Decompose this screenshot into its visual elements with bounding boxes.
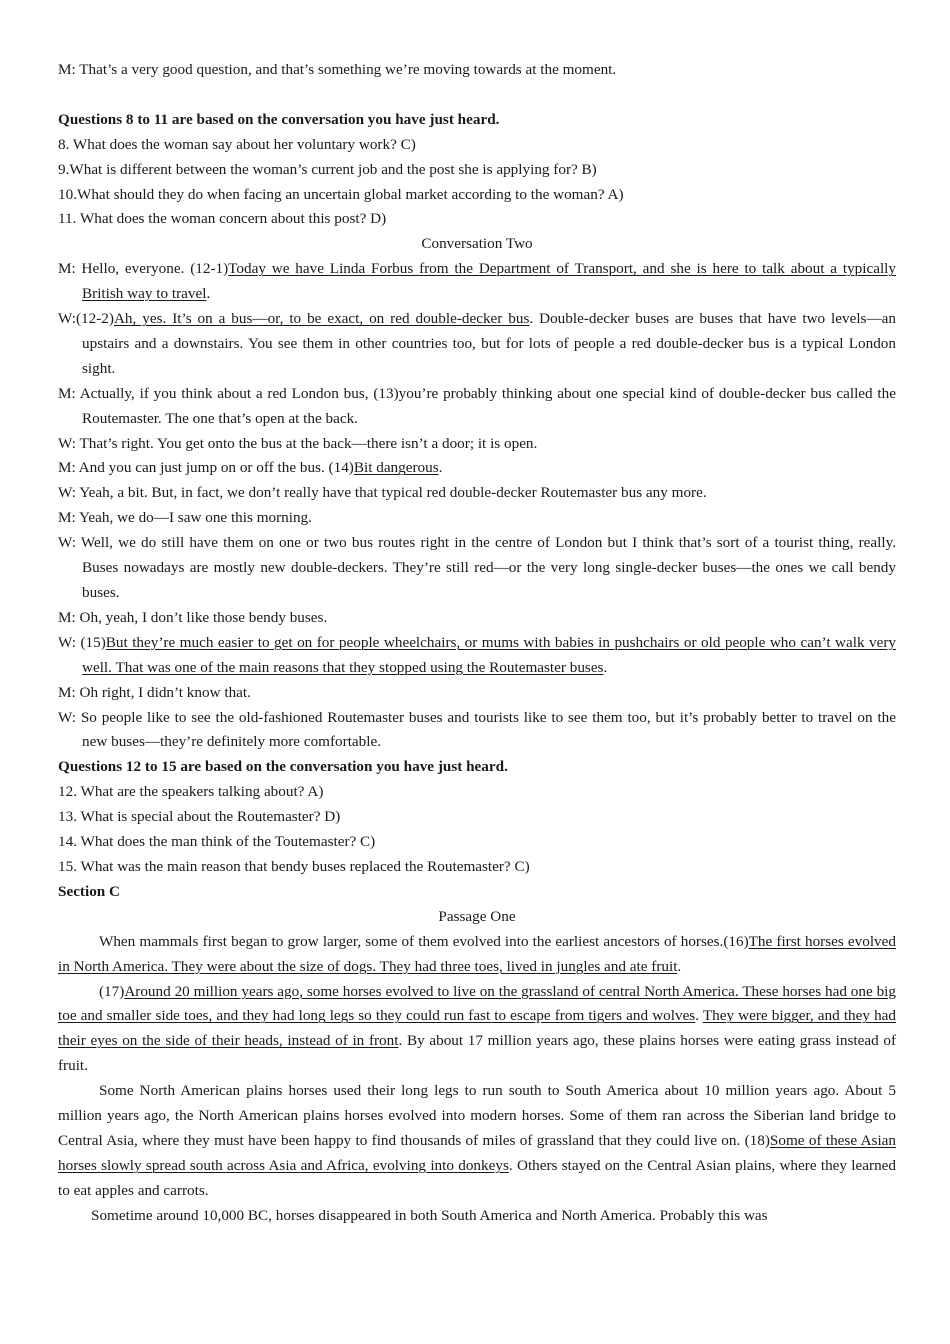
- dialogue-line: M: That’s a very good question, and that’s something we’re moving towards at the moment.: [58, 61, 617, 78]
- question-item: 15. What was the main reason that bendy buses replaced the Routemaster? C): [58, 857, 530, 875]
- blank-line: [58, 83, 896, 108]
- underlined-answer: The first horses evolved in North America. They were about the size of dogs. They had three toes, lived in jungles and ate fruit: [58, 932, 896, 975]
- dialogue-line: M: Oh, yeah, I don’t like those bendy buses.: [58, 608, 328, 626]
- questions-heading: Questions 8 to 11 are based on the conversation you have just heard.: [58, 110, 500, 128]
- dialogue-line: W: So people like to see the old-fashioned Routemaster buses and tourists like to see them too, but it’s probably better to travel on the new buses—they’re definitely more comfortable.: [58, 708, 896, 751]
- dialogue-line: W: Well, we do still have them on one or two bus routes right in the centre of London but I think that’s sort of a tourist thing, really. Buses nowadays are mostly new double-deckers. They’re still red—or the very long single-decker buses—the ones we call bendy buses.: [58, 534, 896, 602]
- question-item: 10.What should they do when facing an uncertain global market according to the woman? A): [58, 185, 624, 203]
- passage-paragraph: Some North American plains horses used their long legs to run south to South America about 10 million years ago. About 5 million years ago, the North American plains horses evolved into modern horses. Some of them ran across the Siberian land bridge to Central Asia, where they must have been happy to find thousands of miles of grassland that they could live on. (18)Some of these Asian horses slowly spread south across Asia and Africa, evolving into donkeys. Others stayed on the Central Asian plains, where they learned to eat apples and carrots.: [58, 1082, 896, 1199]
- dialogue-line: W: That’s right. You get onto the bus at the back—there isn’t a door; it is open.: [58, 434, 538, 452]
- dialogue-line: W: (15)But they’re much easier to get on for people wheelchairs, or mums with babies in pushchairs or old people who can’t walk very well. That was one of the main reasons that they stopped using the Routemaster buses.: [58, 633, 897, 676]
- question-item: 13. What is special about the Routemaster? D): [58, 808, 341, 826]
- underlined-answer: Some of these Asian horses slowly spread south across Asia and Africa, evolving into donkeys: [58, 1131, 896, 1174]
- passage-paragraph: When mammals first began to grow larger, some of them evolved into the earliest ancestors of horses.(16)The first horses evolved in North America. They were about the size of dogs. They had three toes, lived in jungles and ate fruit.: [58, 932, 896, 975]
- document-content: [58, 58, 896, 1229]
- question-item: 8. What does the woman say about her voluntary work? C): [58, 135, 416, 153]
- underlined-answer: But they’re much easier to get on for people wheelchairs, or mums with babies in pushchairs or old people who can’t walk very well. That was one of the main reasons that they stopped using the Routemaster buses: [82, 633, 897, 676]
- conversation-title: Conversation Two: [421, 235, 533, 253]
- underlined-answer: Ah, yes. It’s on a bus—or, to be exact, on red double-decker bus: [113, 310, 530, 328]
- underlined-answer: Around 20 million years ago, some horses evolved to live on the grassland of central North America. These horses had one big toe and smaller side toes, and they had long legs so they could run fast to escape from tigers and wolves: [58, 982, 896, 1025]
- question-item: 9.What is different between the woman’s current job and the post she is applying for? B): [58, 160, 597, 178]
- section-heading: Section C: [58, 882, 121, 900]
- dialogue-line: W:(12-2)Ah, yes. It’s on a bus—or, to be exact, on red double-decker bus. Double-decker buses are buses that have two levels—an upstairs and a downstairs. You see them in other countries too, but for lots of people a red double-decker bus is a typical London sight.: [58, 310, 896, 377]
- dialogue-line: M: And you can just jump on or off the bus. (14)Bit dangerous.: [58, 459, 443, 477]
- dialogue-line: M: Yeah, we do—I saw one this morning.: [58, 509, 312, 527]
- question-item: 14. What does the man think of the Toutemaster? C): [58, 833, 376, 851]
- dialogue-line: M: Oh right, I didn’t know that.: [58, 683, 251, 701]
- underlined-answer: They were bigger, and they had their eyes on the side of their heads, instead of in front: [58, 1007, 896, 1050]
- passage-title: Passage One: [438, 907, 516, 925]
- underlined-answer: Bit dangerous: [353, 459, 439, 477]
- dialogue-line: M: Actually, if you think about a red London bus, (13)you’re probably thinking about one special kind of double-decker bus called the Routemaster. The one that’s open at the back.: [58, 384, 896, 427]
- question-item: 12. What are the speakers talking about? A): [58, 783, 324, 801]
- questions-heading: Questions 12 to 15 are based on the conversation you have just heard.: [58, 758, 508, 776]
- question-item: 11. What does the woman concern about this post? D): [58, 210, 387, 228]
- dialogue-line: W: Yeah, a bit. But, in fact, we don’t really have that typical red double-decker Routemaster bus any more.: [58, 484, 707, 502]
- passage-paragraph: (17)Around 20 million years ago, some horses evolved to live on the grassland of central North America. These horses had one big toe and smaller side toes, and they had long legs so they could run fast to escape from tigers and wolves. They were bigger, and they had their eyes on the side of their heads, instead of in front. By about 17 million years ago, these plains horses were eating grass instead of fruit.: [58, 982, 896, 1075]
- dialogue-line: M: Hello, everyone. (12-1)Today we have Linda Forbus from the Department of Transport, and she is here to talk about a typically British way to travel.: [58, 260, 896, 303]
- underlined-answer: Today we have Linda Forbus from the Department of Transport, and she is here to talk about a typically British way to travel: [82, 260, 896, 303]
- passage-paragraph: Sometime around 10,000 BC, horses disappeared in both South America and North America. Probably this was: [91, 1206, 768, 1224]
